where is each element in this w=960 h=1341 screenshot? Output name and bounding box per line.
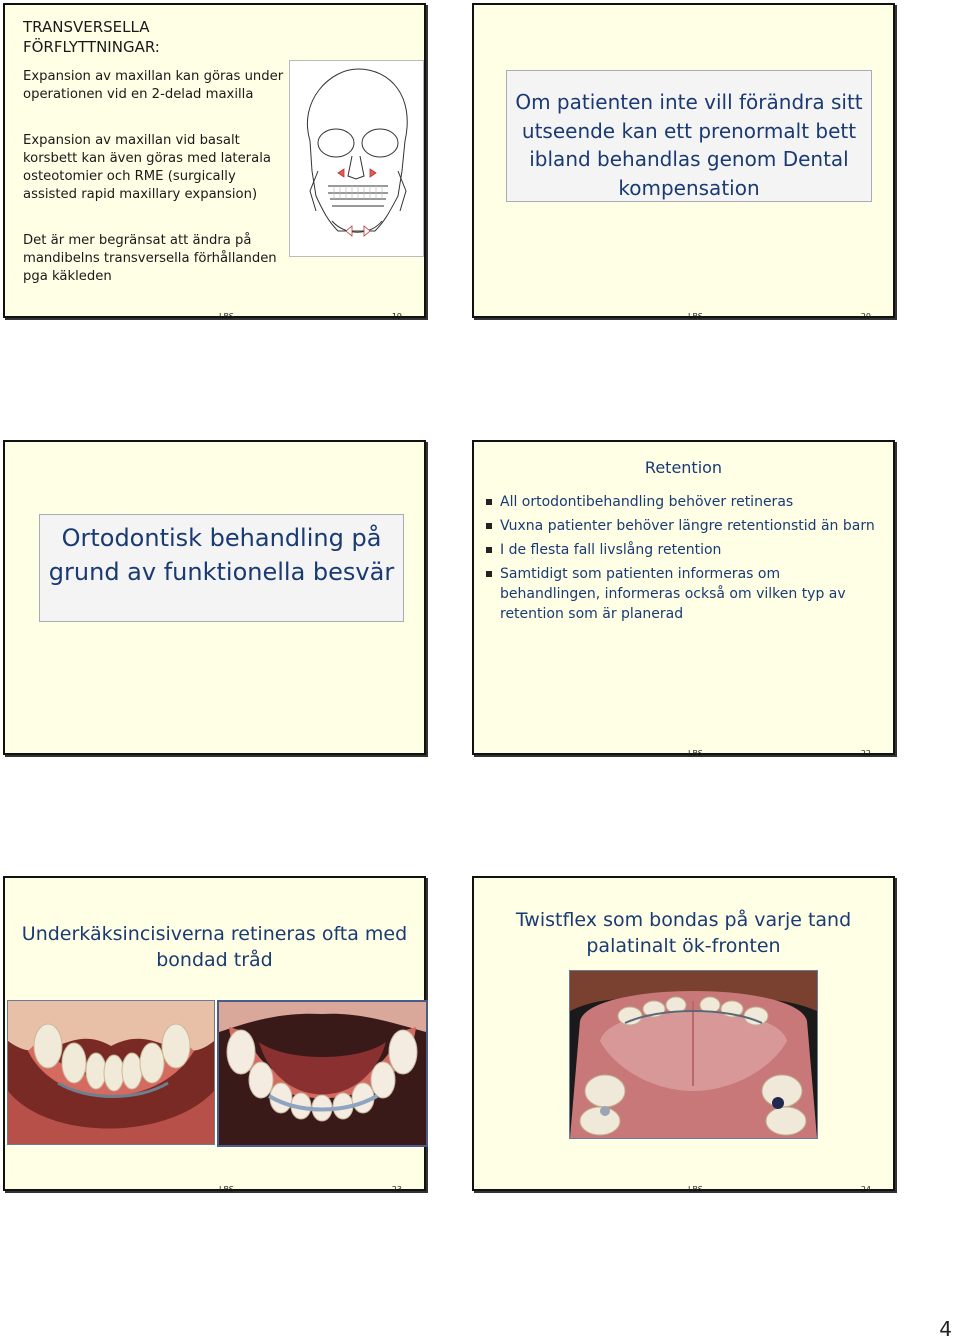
page-number: 4: [939, 1317, 952, 1341]
bullet-item: [484, 516, 879, 536]
slide-23: [3, 876, 426, 1194]
bullet-text: Vuxna patienter behöver längre retentionstid än barn: [500, 518, 875, 534]
footer-label: LBS: [688, 1185, 703, 1194]
slide-19: [3, 3, 426, 321]
slide-number: 22: [860, 749, 871, 758]
slide-number: 19: [391, 312, 402, 321]
slide-21: [3, 440, 426, 755]
slide-24: [472, 876, 895, 1194]
square-bullet-icon: [486, 571, 492, 577]
palate-photo: [569, 970, 818, 1139]
slide-title: TRANSVERSELLA FÖRFLYTTNINGAR:: [23, 18, 160, 56]
section-heading: Ortodontisk behandling på grund av funktionella besvär: [39, 514, 404, 622]
slide-title: Underkäksincisiverna retineras ofta med bondad tråd: [21, 923, 408, 971]
slide-20: [472, 3, 895, 321]
slide-title: Twistflex som bondas på varje tand palatinalt ök-fronten: [515, 909, 852, 957]
slide-title: Retention: [644, 458, 723, 477]
slide-number: 20: [860, 312, 871, 321]
square-bullet-icon: [486, 523, 492, 529]
paragraph-3: Det är mer begränsat att ändra på mandibelns transversella förhållanden pga käkleden: [23, 233, 277, 284]
skull-illustration: [289, 60, 424, 257]
footer-label: LBS: [219, 1185, 234, 1194]
bullet-item: [484, 540, 879, 560]
slide-22: [472, 440, 895, 758]
footer-label: LBS: [688, 749, 703, 758]
bullet-item: [484, 564, 879, 624]
slide-number: 24: [860, 1185, 871, 1194]
bullet-item: [484, 492, 879, 512]
lower-teeth-photo-2: [217, 1000, 428, 1147]
bullet-text: Samtidigt som patienten informeras om behandlingen, informeras också om vilken typ av retention som är planerad: [500, 566, 846, 622]
footer-label: LBS: [688, 312, 703, 321]
paragraph-1: Expansion av maxillan kan göras under operationen vid en 2-delad maxilla: [23, 69, 284, 102]
bullet-list: [484, 492, 879, 628]
paragraph-2: Expansion av maxillan vid basalt korsbett kan även göras med laterala osteotomier och RME (surgically assisted rapid maxillary expansion): [23, 133, 271, 202]
lower-teeth-photo-1: [7, 1000, 215, 1145]
slide-number: 23: [391, 1185, 402, 1194]
boxed-statement: Om patienten inte vill förändra sitt utseende kan ett prenormalt bett ibland behandlas genom Dental kompensation: [506, 70, 872, 202]
footer-label: LBS: [219, 312, 234, 321]
square-bullet-icon: [486, 499, 492, 505]
bullet-text: All ortodontibehandling behöver retineras: [500, 494, 794, 510]
bullet-text: I de flesta fall livslång retention: [500, 542, 722, 558]
square-bullet-icon: [486, 547, 492, 553]
